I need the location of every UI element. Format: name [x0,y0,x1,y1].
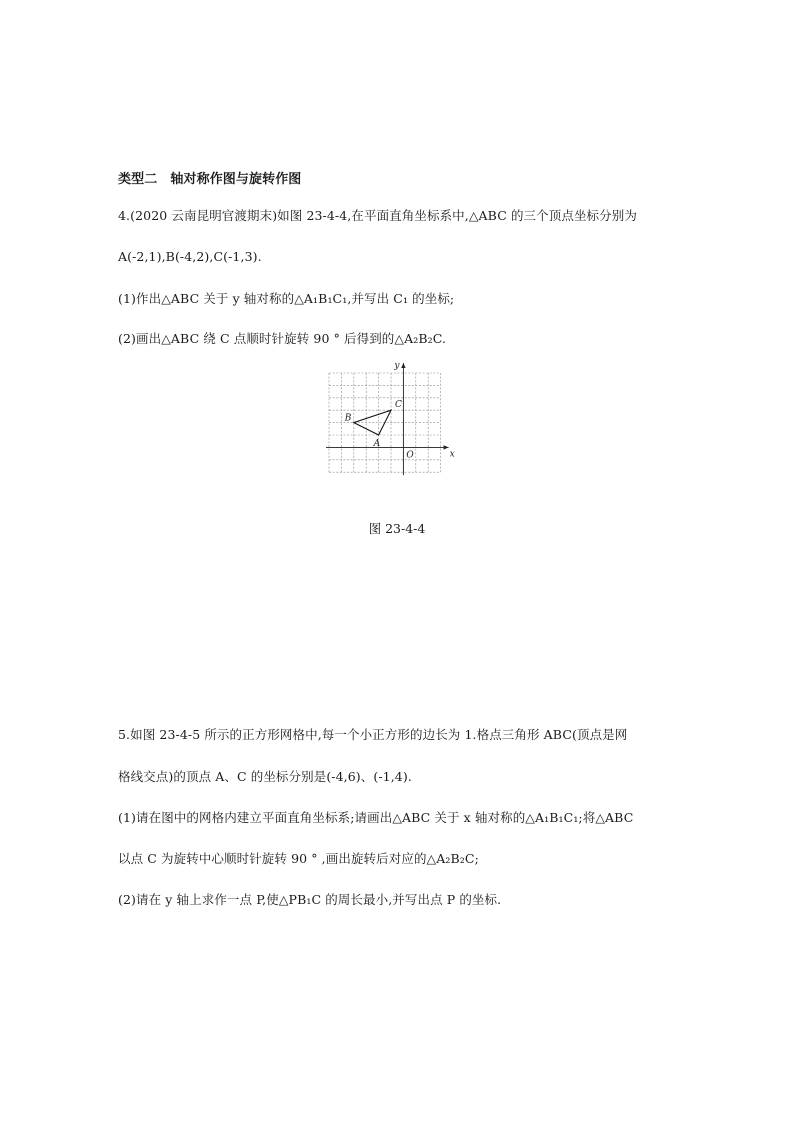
vertex-label-c: C [395,400,402,411]
problem-4-question-1: (1)作出△ABC 关于 y 轴对称的△A₁B₁C₁,并写出 C₁ 的坐标; [118,291,455,306]
coordinate-grid-svg [318,356,478,504]
x-axis-label: x [449,449,455,460]
section-heading: 类型二 轴对称作图与旋转作图 [118,172,302,187]
vertex-label-b: B [344,413,352,424]
vertex-label-a: A [373,439,381,449]
origin-label: O [406,450,414,461]
coordinate-figure [318,356,478,504]
y-axis-arrow [401,363,405,368]
problem-5-question-2: (2)请在 y 轴上求作一点 P,使△PB₁C 的周长最小,并写出点 P 的坐标. [118,892,502,907]
problem-4-intro: 4.(2020 云南昆明官渡期末)如图 23-4-4,在平面直角坐标系中,△ABC 的三个顶点坐标分别为 [118,208,637,223]
problem-4-coordinates: A(-2,1),B(-4,2),C(-1,3). [118,249,262,264]
y-axis-label: y [394,361,400,371]
figure-caption: 图 23-4-4 [368,521,426,536]
problem-5-intro: 5.如图 23-4-5 所示的正方形网格中,每一个小正方形的边长为 1.格点三角形 ABC(顶点是网 [118,727,628,742]
problem-5-intro-continued: 格线交点)的顶点 A、C 的坐标分别是(-4,6)、(-1,4). [118,769,412,784]
problem-5-question-1a: (1)请在图中的网格内建立平面直角坐标系;请画出△ABC 关于 x 轴对称的△A₁B₁C₁;将△ABC [118,810,634,825]
problem-5-question-1b: 以点 C 为旋转中心顺时针旋转 90 ° ,画出旋转后对应的△A₂B₂C; [118,851,479,866]
x-axis-arrow [444,445,449,449]
problem-4-question-2: (2)画出△ABC 绕 C 点顺时针旋转 90 ° 后得到的△A₂B₂C. [118,331,447,346]
